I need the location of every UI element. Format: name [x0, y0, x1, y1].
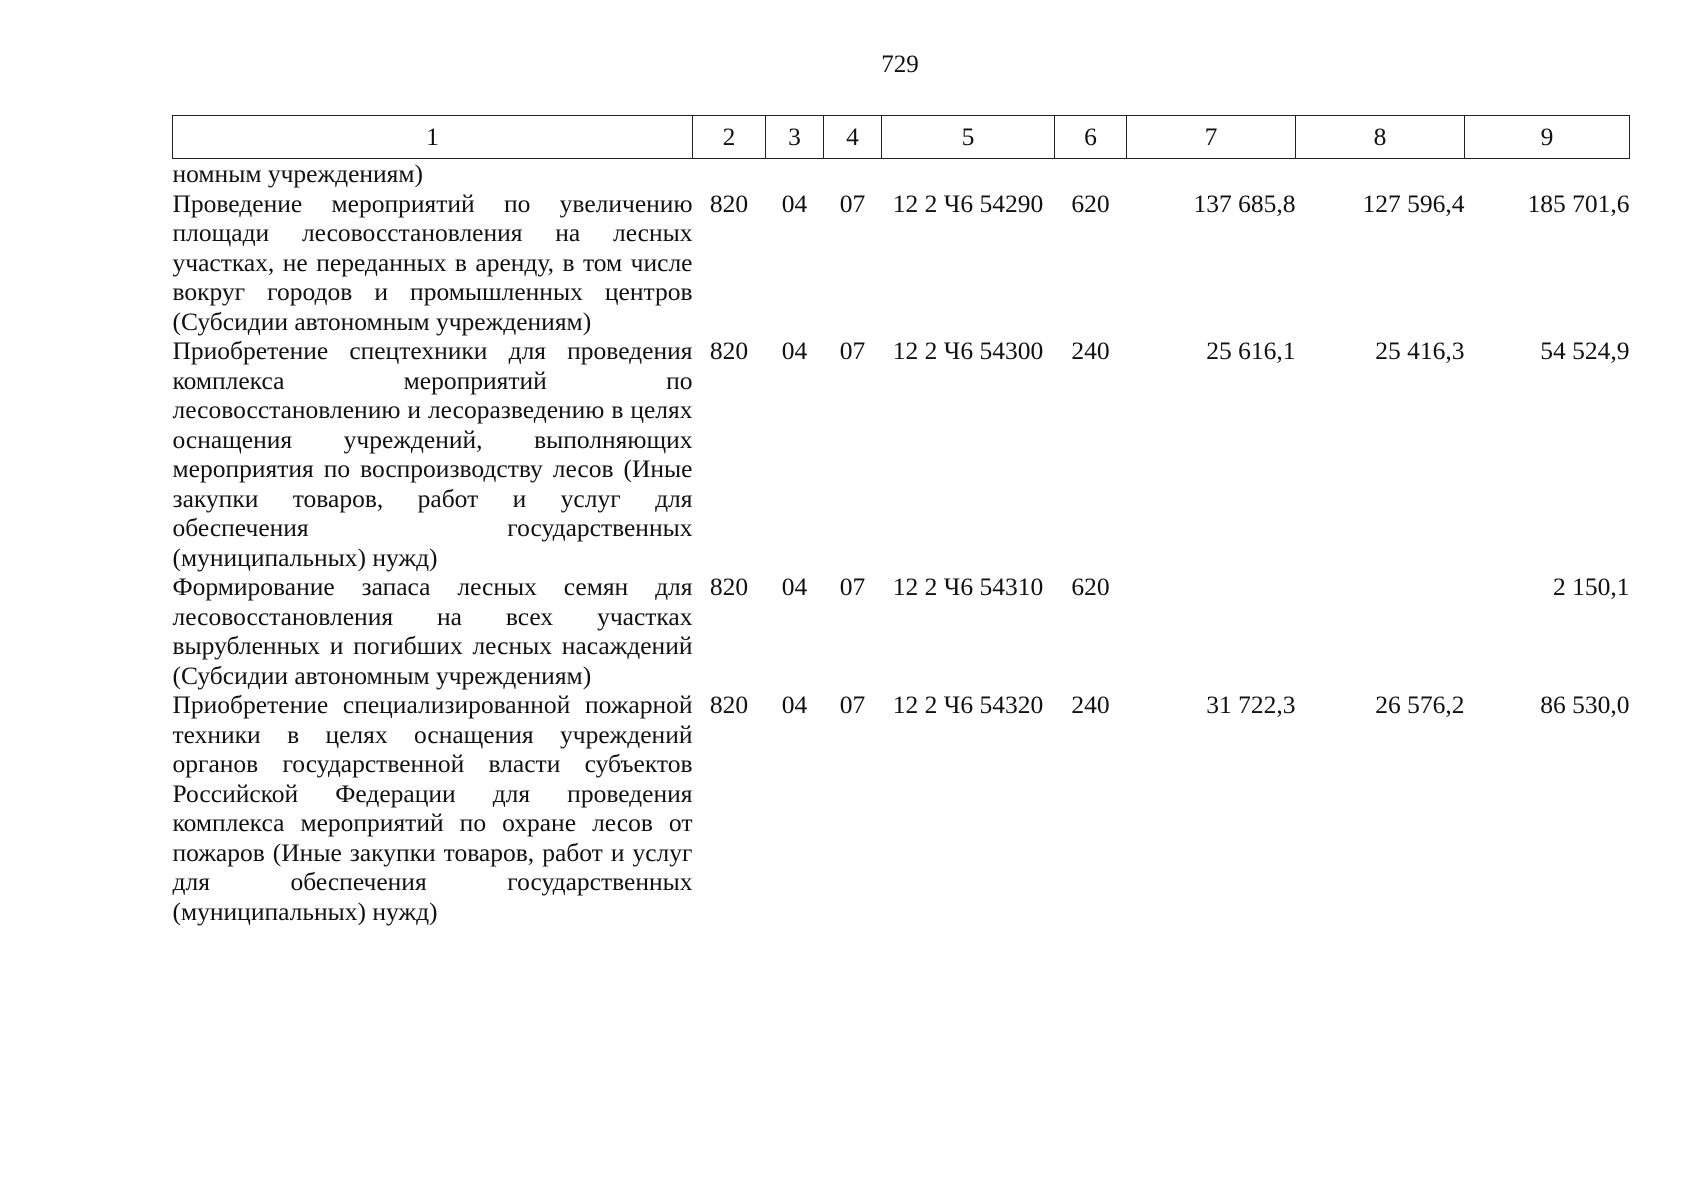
row-section-code: 04 [781, 336, 808, 365]
row-expense-type: 240 [1071, 690, 1110, 719]
row-amount-col9: 2 150,1 [1553, 572, 1630, 601]
row-description: Приобретение специализированной пожарной техники в целях оснащения учреждений органов государственной власти субъектов Российской Федерации для проведения комплекса мероприятий по охране лесов от пожаров (Иные закупки товаров, работ и услуг для обеспечения государственных (муниципальных) нужд) [172, 690, 693, 926]
row-expense-type: 620 [1071, 572, 1110, 601]
row-amount-col7 [1127, 572, 1296, 690]
row-subsection-code: 07 [839, 572, 866, 601]
budget-table [172, 115, 1630, 926]
header-col-3: 3 [766, 116, 824, 159]
table-row [173, 336, 1630, 572]
row-expense-type: 620 [1071, 188, 1110, 218]
header-col-9: 9 [1465, 116, 1630, 159]
header-col-1: 1 [173, 116, 693, 159]
row-subsection-code: 07 [839, 336, 866, 365]
row-amount-col8 [1296, 572, 1465, 690]
continuation-row [173, 159, 1630, 189]
row-amount-col9: 185 701,6 [1527, 188, 1630, 218]
row-amount-col9: 86 530,0 [1540, 690, 1630, 719]
row-amount-col7: 137 685,8 [1193, 188, 1296, 218]
row-amount-col7: 25 616,1 [1206, 336, 1296, 365]
row-subsection-code: 07 [839, 690, 866, 719]
header-col-4: 4 [824, 116, 882, 159]
header-col-8: 8 [1296, 116, 1465, 159]
row-section-code: 04 [781, 188, 808, 218]
row-expense-type: 240 [1071, 336, 1110, 365]
row-subsection-code: 07 [839, 188, 866, 218]
row-amount-col7: 31 722,3 [1206, 690, 1296, 719]
header-col-7: 7 [1127, 116, 1296, 159]
row-description: Приобретение спецтехники для проведения комплекса мероприятий по лесовосстановлению и лесоразведению в целях оснащения учреждений, выполняющих мероприятия по воспроизводству лесов (Иные закупки товаров, работ и услуг для обеспечения государственных (муниципальных) нужд) [172, 336, 693, 572]
row-description: Формирование запаса лесных семян для лесовосстановления на всех участках вырубленных и погибших лесных насаждений (Субсидии автономным учреждениям) [172, 572, 693, 690]
row-target-code: 12 2 Ч6 54290 [892, 188, 1044, 218]
row-target-code: 12 2 Ч6 54320 [892, 690, 1044, 719]
header-row [173, 116, 1630, 159]
header-col-6: 6 [1055, 116, 1127, 159]
row-amount-col8: 26 576,2 [1375, 690, 1465, 719]
table-row [173, 572, 1630, 690]
row-section-code: 04 [781, 572, 808, 601]
table-row [173, 189, 1630, 337]
header-col-2: 2 [693, 116, 766, 159]
row-amount-col8: 25 416,3 [1375, 336, 1465, 365]
header-col-5: 5 [882, 116, 1055, 159]
row-target-code: 12 2 Ч6 54300 [892, 336, 1044, 365]
page-number: 729 [881, 51, 919, 78]
row-ministry-code: 820 [709, 572, 749, 601]
row-section-code: 04 [781, 690, 808, 719]
row-description: Проведение мероприятий по увеличению площади лесовосстановления на лесных участках, не переданных в аренду, в том числе вокруг городов и промышленных центров (Субсидии автономным учреждениям) [172, 188, 693, 336]
row-amount-col9: 54 524,9 [1540, 336, 1630, 365]
table-row [173, 690, 1630, 926]
row-ministry-code: 820 [709, 690, 749, 719]
row-target-code: 12 2 Ч6 54310 [892, 572, 1044, 601]
row-ministry-code: 820 [709, 188, 749, 218]
row-ministry-code: 820 [709, 336, 749, 365]
continuation-text: номным учреждениям) [172, 159, 424, 188]
row-amount-col8: 127 596,4 [1362, 188, 1465, 218]
